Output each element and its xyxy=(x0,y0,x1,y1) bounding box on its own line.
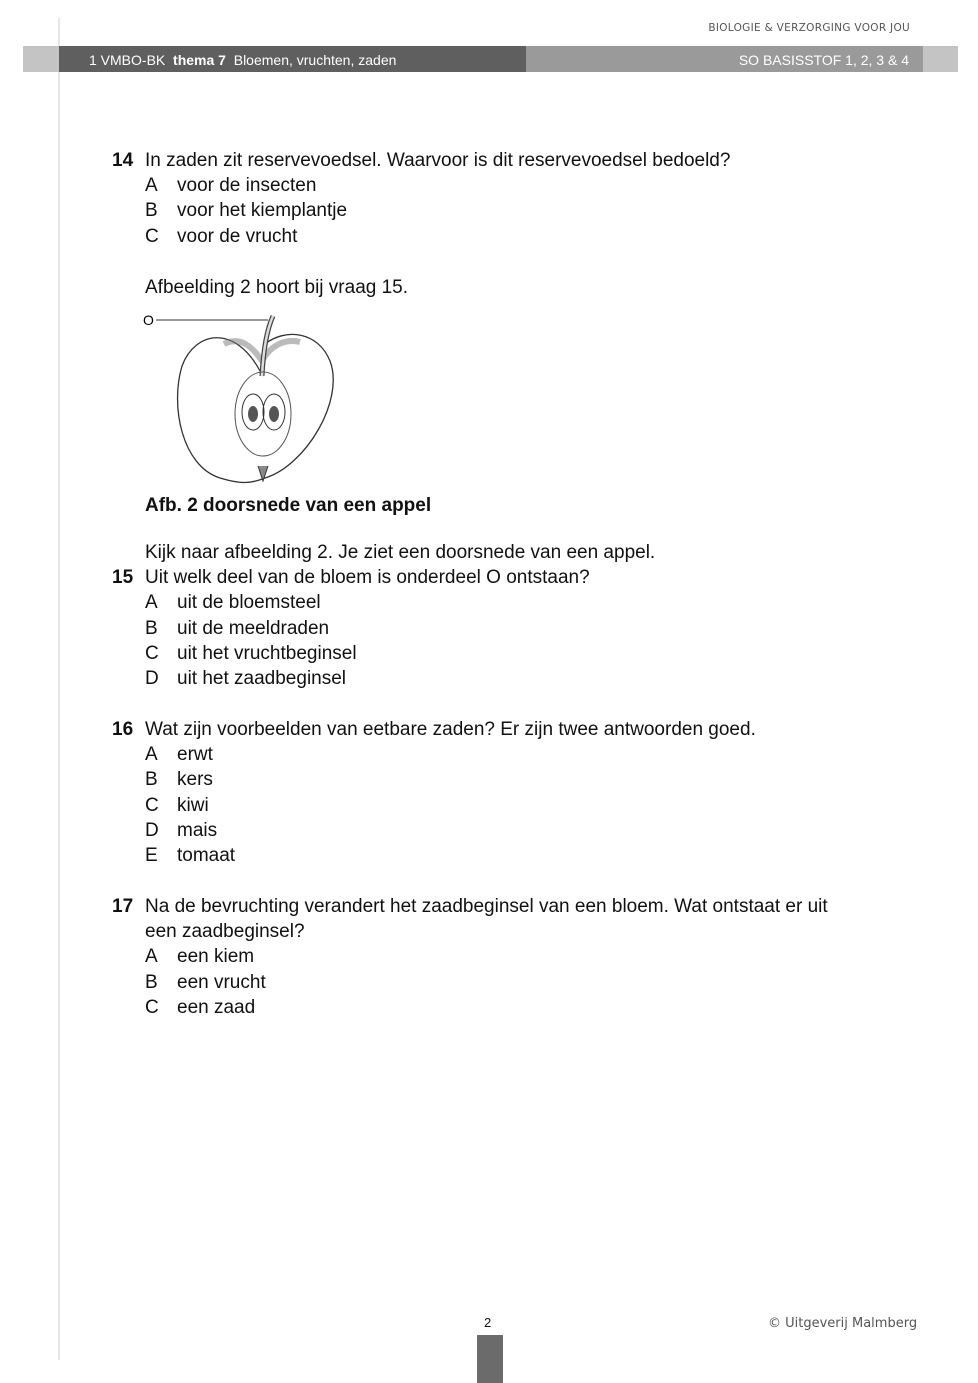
option-text: voor het kiemplantje xyxy=(177,200,348,222)
option-text: voor de vrucht xyxy=(177,225,298,247)
option-letter: A xyxy=(145,592,158,614)
question-number: 16 xyxy=(112,719,134,740)
header-bar-right xyxy=(923,46,958,72)
option-letter: E xyxy=(145,844,158,866)
header-bar-left xyxy=(23,46,59,72)
question-text: Wat zijn voorbeelden van eetbare zaden? Er zijn twee antwoorden goed. xyxy=(145,719,756,740)
option-text: erwt xyxy=(177,744,213,766)
option-letter: A xyxy=(145,946,158,968)
option-text: uit het zaadbeginsel xyxy=(177,667,347,689)
page-number: 2 xyxy=(484,1315,492,1330)
option-letter: B xyxy=(145,617,158,639)
question-17 xyxy=(0,894,978,1020)
label-o: O xyxy=(143,312,154,328)
theme-title: Bloemen, vruchten, zaden xyxy=(233,52,397,68)
question-15 xyxy=(0,540,978,691)
question-14 xyxy=(0,148,978,249)
header-section: SO BASISSTOF 1, 2, 3 & 4 xyxy=(526,46,923,72)
option-letter: B xyxy=(145,200,158,222)
option-text: kiwi xyxy=(177,794,209,816)
option-letter: B xyxy=(145,769,158,791)
option-text: kers xyxy=(177,769,213,791)
question-16 xyxy=(0,717,978,868)
option-text: uit het vruchtbeginsel xyxy=(177,642,357,664)
option-letter: A xyxy=(145,744,158,766)
option-text: een zaad xyxy=(177,996,256,1018)
option-text: voor de insecten xyxy=(177,175,317,197)
level: 1 VMBO-BK xyxy=(89,52,166,68)
option-text: tomaat xyxy=(177,844,236,866)
page-tab xyxy=(477,1335,503,1383)
option-text: uit de bloemsteel xyxy=(177,592,321,614)
theme: thema 7 xyxy=(173,52,226,68)
option-text: een kiem xyxy=(177,946,255,968)
question-text: Uit welk deel van de bloem is onderdeel O ontstaan? xyxy=(145,567,590,589)
option-letter: B xyxy=(145,971,158,993)
option-letter: D xyxy=(145,667,159,689)
option-letter: D xyxy=(145,819,159,841)
option-letter: A xyxy=(145,175,158,197)
question-number: 17 xyxy=(112,896,134,917)
question-number: 14 xyxy=(112,150,134,171)
question-number: 15 xyxy=(112,567,134,589)
brand-label: BIOLOGIE & VERZORGING VOOR JOU xyxy=(708,22,910,34)
option-letter: C xyxy=(145,996,159,1018)
option-letter: C xyxy=(145,225,159,247)
option-letter: C xyxy=(145,642,159,664)
apple-cross-section-image xyxy=(140,306,345,488)
question-text: In zaden zit reservevoedsel. Waarvoor is dit reservevoedsel bedoeld? xyxy=(145,150,731,171)
question-text-cont: een zaadbeginsel? xyxy=(145,921,305,943)
figure-caption: Afb. 2 doorsnede van een appel xyxy=(145,495,432,516)
copyright: © Uitgeverij Malmberg xyxy=(768,1316,918,1331)
option-letter: C xyxy=(145,794,159,816)
question-text: Na de bevruchting verandert het zaadbeginsel van een bloem. Wat ontstaat er uit xyxy=(145,896,828,917)
option-text: een vrucht xyxy=(177,971,266,993)
header-theme-bar xyxy=(59,46,526,72)
question-context: Kijk naar afbeelding 2. Je ziet een doorsnede van een appel. xyxy=(145,542,656,563)
figure-intro: Afbeelding 2 hoort bij vraag 15. xyxy=(145,277,409,298)
option-text: mais xyxy=(177,819,218,841)
option-text: uit de meeldraden xyxy=(177,617,330,639)
